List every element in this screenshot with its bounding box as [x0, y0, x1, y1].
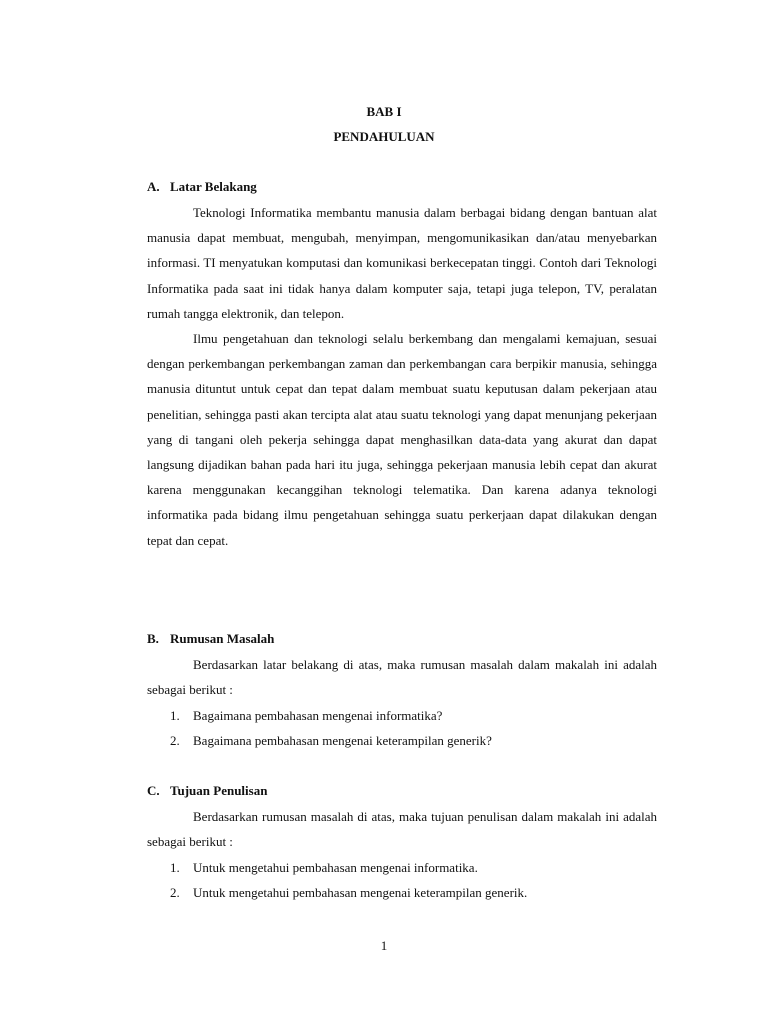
section-b-intro-text: Berdasarkan latar belakang di atas, maka rumusan masalah dalam makalah ini adalah sebagai berikut : — [147, 657, 657, 698]
list-item-number: 1. — [170, 860, 180, 875]
section-b-intro — [147, 652, 657, 702]
section-c-intro-text: Berdasarkan rumusan masalah di atas, maka tujuan penulisan dalam makalah ini adalah sebagai berikut : — [147, 809, 657, 850]
section-c-title: Tujuan Penulisan — [170, 783, 268, 798]
list-item — [170, 703, 657, 728]
section-c-letter: C. — [147, 783, 160, 798]
section-c-list — [170, 855, 657, 905]
section-a-letter: A. — [147, 179, 160, 194]
list-item-text: Bagaimana pembahasan mengenai informatika? — [193, 708, 443, 723]
section-b-title: Rumusan Masalah — [170, 631, 275, 646]
section-a-paragraph-1: Teknologi Informatika membantu manusia dalam berbagai bidang dengan bantuan alat manusia dapat membuat, mengubah, menyimpan, mengomunikasikan dan/atau menyebarkan informasi. TI menyatukan komputasi dan komunikasi berkecepatan tinggi. Contoh dari Teknologi Informatika pada saat ini tidak hanya dalam komputer saja, tetapi juga telepon, TV, peralatan rumah tangga elektronik, dan telepon. — [147, 205, 657, 321]
list-item-text: Untuk mengetahui pembahasan mengenai keterampilan generik. — [193, 885, 528, 901]
section-b-heading — [147, 631, 274, 647]
list-item-text: Untuk mengetahui pembahasan mengenai informatika. — [193, 860, 478, 875]
section-c-heading — [147, 783, 267, 799]
list-item — [170, 855, 657, 880]
list-item — [170, 880, 657, 905]
section-b-list — [170, 703, 657, 753]
section-a-heading — [147, 179, 257, 195]
list-item-number: 1. — [170, 708, 180, 723]
list-item — [170, 728, 657, 753]
page-number: 1 — [380, 938, 388, 953]
list-item-number: 2. — [170, 733, 180, 749]
list-item-text: Bagaimana pembahasan mengenai keterampilan generik? — [193, 733, 492, 749]
list-item-number: 2. — [170, 885, 180, 901]
section-b-letter: B. — [147, 631, 159, 646]
section-a-body — [147, 200, 657, 553]
section-a-title: Latar Belakang — [170, 179, 257, 194]
section-a-paragraph-2: Ilmu pengetahuan dan teknologi selalu berkembang dan mengalami kemajuan, sesuai dengan perkembangan perkembangan zaman dan perkembangan cara berpikir manusia, sehingga manusia dituntut untuk cepat dan tepat dalam membuat suatu keputusan dalam pekerjaan atau penelitian, sehingga pasti akan tercipta alat atau suatu teknologi yang dapat menunjang pekerjaan yang di tangani oleh pekerja sehingga dapat menghasilkan data-data yang akurat dan dapat langsung dijadikan bahan pada hari itu juga, sehingga pekerjaan manusia lebih cepat dan akurat karena menggunakan kecanggihan teknologi telematika. Dan karena adanya teknologi informatika pada bidang ilmu pengetahuan sehingga suatu perkerjaan dapat dilakukan dengan tepat dan cepat. — [147, 331, 657, 548]
chapter-title: PENDAHULUAN — [333, 129, 435, 144]
chapter-number: BAB I — [366, 104, 402, 119]
section-c-intro — [147, 804, 657, 854]
